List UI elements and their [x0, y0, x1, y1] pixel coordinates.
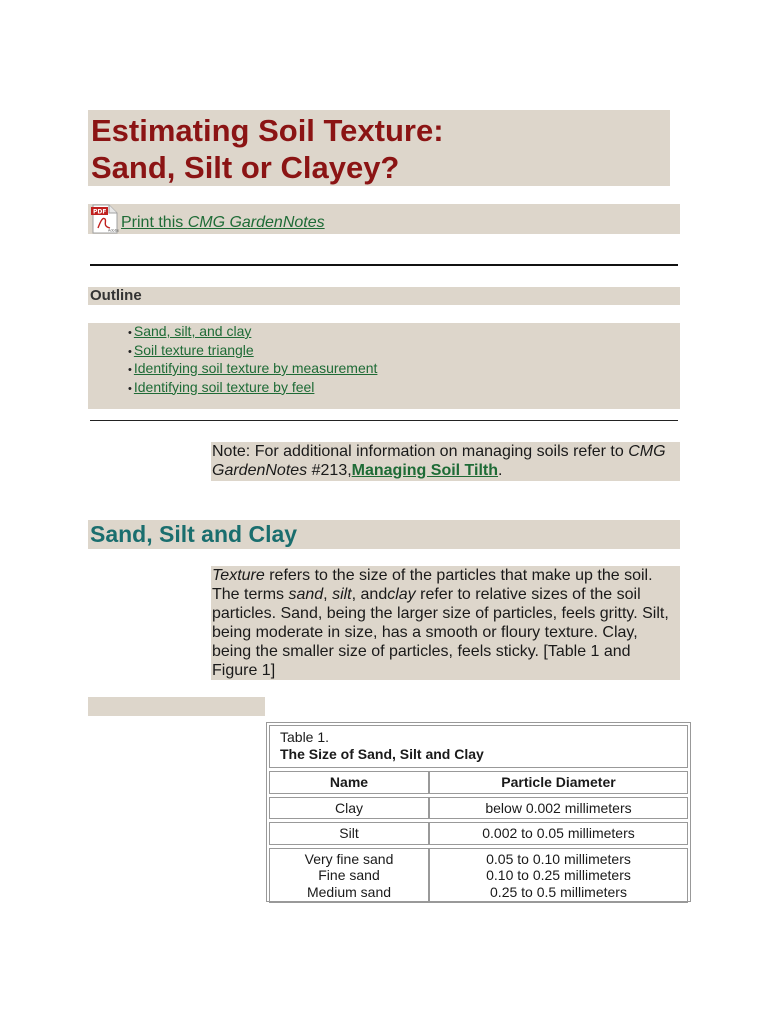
divider-bottom — [90, 420, 678, 421]
divider-top — [90, 264, 678, 266]
term-clay: clay — [387, 586, 416, 603]
cell-diameter-sands — [429, 848, 688, 904]
table-caption — [269, 725, 688, 768]
cell-diameter: 0.002 to 0.05 millimeters — [429, 822, 688, 845]
column-header-diameter: Particle Diameter — [429, 771, 688, 794]
page-title-line-2: Sand, Silt or Clayey? — [91, 150, 400, 185]
para-part: , and — [351, 586, 388, 603]
cell-name: Silt — [269, 822, 429, 845]
bullet-icon: • — [128, 364, 132, 376]
texture-paragraph — [212, 566, 680, 680]
sand-diameter: 0.05 to 0.10 millimeters — [486, 850, 631, 867]
term-silt: silt — [332, 586, 352, 603]
table-caption-row — [269, 725, 688, 768]
sand-diameter: 0.25 to 0.5 millimeters — [490, 883, 627, 900]
list-item — [128, 379, 377, 398]
svg-text:Adobe: Adobe — [108, 228, 120, 233]
table-row — [269, 848, 688, 904]
table-1 — [266, 722, 691, 902]
outline-list — [128, 323, 377, 397]
sand-name: Fine sand — [318, 867, 380, 883]
pdf-file-icon[interactable] — [90, 204, 120, 234]
texture-paragraph-box — [211, 566, 680, 680]
note-number: #213, — [307, 462, 352, 479]
list-item — [128, 323, 377, 342]
size-table — [269, 722, 688, 906]
bullet-icon: • — [128, 327, 132, 339]
print-gardennotes-link[interactable] — [121, 214, 325, 232]
note-emph-cmg: CMG — [628, 443, 666, 460]
section-heading: Sand, Silt and Clay — [90, 521, 298, 547]
sand-name: Very fine sand — [304, 850, 394, 867]
note-end: . — [498, 462, 503, 479]
page-title-line-1: Estimating Soil Texture: — [91, 113, 444, 148]
para-part: refers to the size of the particles that make up the soil. The terms — [212, 567, 653, 603]
table-row — [269, 822, 688, 845]
note-text — [212, 442, 680, 480]
term-sand: sand — [288, 586, 324, 603]
table-caption-label: Table 1. — [280, 729, 330, 745]
print-link-prefix: Print this — [121, 214, 188, 231]
title-block — [88, 110, 670, 186]
bullet-icon: • — [128, 345, 132, 358]
spacer-panel — [88, 697, 265, 716]
column-header-name: Name — [269, 771, 429, 794]
outline-link-by-feel[interactable]: Identifying soil texture by feel — [133, 378, 315, 395]
table-header-row — [269, 771, 688, 794]
print-link-emph: CMG GardenNotes — [187, 214, 325, 231]
term-texture: Texture — [212, 567, 265, 584]
table-row — [269, 797, 688, 820]
outline-bar — [88, 287, 680, 305]
bullet-icon: • — [128, 382, 132, 395]
sand-name: Medium sand — [306, 883, 392, 900]
section-heading-box — [88, 520, 680, 549]
para-part: refer to relative sizes of the soil particles. Sand, being the larger size of particles, feels gritty. Silt, being moderate in size, has a smooth or floury texture. Clay, being the smaller size of particles, feels sticky. [Table 1 and Figure 1] — [212, 586, 669, 679]
outline-link-sand-silt-clay[interactable]: Sand, silt, and clay — [133, 323, 252, 339]
note-box — [211, 442, 680, 481]
cell-name-sands — [269, 848, 429, 904]
note-emph-gardennotes: GardenNotes — [212, 462, 308, 479]
outline-link-soil-texture-triangle[interactable]: Soil texture triangle — [133, 341, 254, 358]
note-prefix: Note: For additional information on managing soils refer to — [212, 443, 629, 460]
para-part: , — [323, 586, 333, 603]
cell-diameter: below 0.002 millimeters — [429, 797, 688, 820]
outline-link-by-measurement[interactable]: Identifying soil texture by measurement — [133, 360, 378, 376]
list-item — [128, 342, 377, 361]
table-caption-title: The Size of Sand, Silt and Clay — [280, 746, 484, 762]
managing-soil-tilth-link[interactable]: Managing Soil Tilth — [351, 462, 499, 479]
outline-label: Outline — [90, 287, 142, 304]
cell-name: Clay — [269, 797, 429, 820]
svg-text:PDF: PDF — [93, 208, 107, 216]
list-item — [128, 360, 377, 379]
sand-diameter: 0.10 to 0.25 millimeters — [486, 867, 631, 883]
